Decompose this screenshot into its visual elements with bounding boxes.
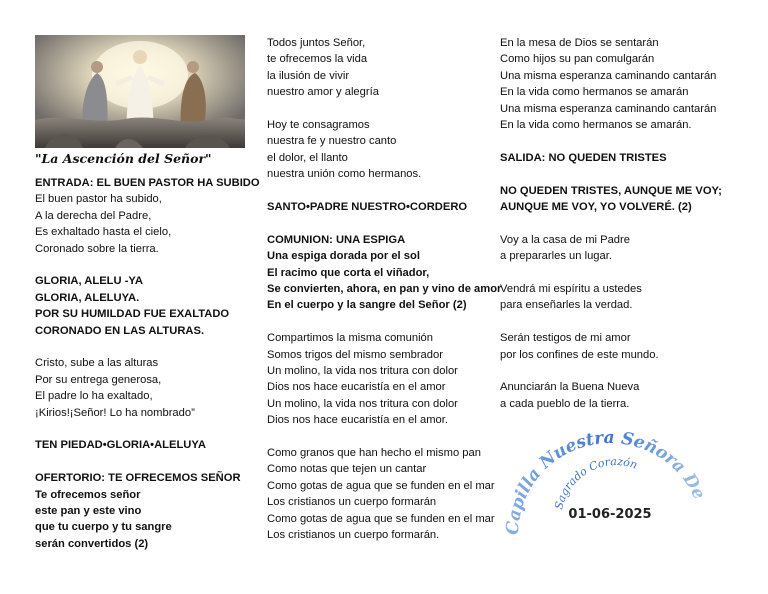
text-line: El padre lo ha exaltado, bbox=[35, 390, 153, 403]
blank-line bbox=[500, 215, 740, 231]
text-line: A la derecha del Padre, bbox=[35, 209, 152, 222]
blank-line bbox=[267, 215, 499, 231]
blank-line bbox=[500, 363, 740, 379]
blank-line bbox=[267, 101, 499, 117]
stamp-date: 01-06-2025 bbox=[568, 507, 652, 522]
stamp-subtitle bbox=[552, 455, 639, 511]
text-line: En la mesa de Dios se sentarán bbox=[500, 37, 659, 49]
blank-line bbox=[267, 314, 499, 330]
text-line: En la vida como hermanos se amarán. bbox=[500, 119, 692, 132]
text-line: Somos trigos del mismo sembrador bbox=[267, 348, 443, 361]
bold-text-line: SANTO•PADRE NUESTRO•CORDERO bbox=[267, 201, 468, 214]
bold-text-line: SALIDA: NO QUEDEN TRISTES bbox=[500, 151, 667, 164]
text-line: Dios nos hace eucaristía en el amor bbox=[267, 381, 446, 394]
bold-text-line: Te ofrecemos señor bbox=[35, 488, 141, 501]
column-left bbox=[35, 175, 260, 552]
text-line: Una misma esperanza caminando cantarán bbox=[500, 102, 717, 115]
blank-line bbox=[267, 183, 499, 199]
text-line: Por su entrega generosa, bbox=[35, 373, 162, 386]
bold-text-line: este pan y este vino bbox=[35, 505, 142, 518]
text-line: Los cristianos un cuerpo formarán bbox=[267, 496, 437, 509]
bold-text-line: OFERTORIO: TE OFRECEMOS SEÑOR bbox=[35, 472, 241, 485]
bold-text-line: En el cuerpo y la sangre del Señor (2) bbox=[267, 299, 467, 312]
text-line: Serán testigos de mi amor bbox=[500, 332, 631, 345]
text-line: Voy a la casa de mi Padre bbox=[500, 233, 630, 246]
text-line: Coronado sobre la tierra. bbox=[35, 242, 159, 255]
text-line: a prepararles un lugar. bbox=[500, 250, 612, 263]
bold-text-line: El racimo que corta el viñador, bbox=[267, 266, 430, 279]
text-line: la ilusión de vivir bbox=[267, 69, 350, 82]
text-line: nuestra unión como hermanos. bbox=[267, 168, 422, 181]
text-line: Un molino, la vida nos tritura con dolor bbox=[267, 365, 458, 378]
blank-line bbox=[500, 133, 740, 149]
bold-text-line: GLORIA, ALELU -YA bbox=[35, 275, 143, 288]
text-line: el dolor, el llanto bbox=[267, 151, 348, 164]
bold-text-line: que tu cuerpo y tu sangre bbox=[35, 521, 172, 534]
text-line: nuestro amor y alegría bbox=[267, 86, 379, 99]
bold-text-line: AUNQUE ME VOY, YO VOLVERÉ. (2) bbox=[500, 201, 692, 214]
text-line: te ofrecemos la vida bbox=[267, 53, 368, 66]
text-line: Dios nos hace eucaristía en el amor. bbox=[267, 414, 448, 427]
bold-text-line: CORONADO EN LAS ALTURAS. bbox=[35, 324, 205, 337]
ascension-painting bbox=[35, 35, 245, 148]
bold-text-line: TEN PIEDAD•GLORIA•ALELUYA bbox=[35, 439, 206, 452]
column-right bbox=[500, 35, 740, 412]
text-line: Un molino, la vida nos tritura con dolor bbox=[267, 397, 458, 410]
text-line: a cada pueblo de la tierra. bbox=[500, 397, 630, 410]
text-line: Todos juntos Señor, bbox=[267, 37, 366, 49]
blank-line bbox=[35, 454, 250, 470]
chapel-stamp bbox=[500, 415, 720, 565]
text-line: ¡Kirios!¡Señor! Lo ha nombrado” bbox=[35, 406, 195, 419]
text-line: Los cristianos un cuerpo formarán. bbox=[267, 529, 440, 542]
blank-line bbox=[35, 339, 250, 355]
bold-text-line: NO QUEDEN TRISTES, AUNQUE ME VOY; bbox=[500, 184, 722, 197]
bold-text-line: serán convertidos (2) bbox=[35, 537, 149, 550]
text-line: En la vida como hermanos se amarán bbox=[500, 86, 689, 99]
blank-line bbox=[500, 166, 740, 182]
bold-text-line: ENTRADA: EL BUEN PASTOR HA SUBIDO bbox=[35, 177, 260, 189]
text-line: Como notas que tejen un cantar bbox=[267, 463, 427, 476]
blank-line bbox=[35, 421, 250, 437]
bold-text-line: COMUNION: UNA ESPIGA bbox=[267, 233, 406, 246]
stamp-subtitle-textpath: Sagrado Corazón bbox=[552, 455, 640, 511]
text-line: Como granos que han hecho el mismo pan bbox=[267, 447, 481, 460]
text-line: Compartimos la misma comunión bbox=[267, 332, 433, 345]
cover-title: "La Ascención del Señor" bbox=[35, 151, 212, 166]
text-line: Es exhaltado hasta el cielo, bbox=[35, 226, 172, 239]
text-line: El buen pastor ha subido, bbox=[35, 193, 162, 206]
blank-line bbox=[35, 257, 250, 273]
text-line: por los confines de este mundo. bbox=[500, 348, 659, 361]
text-line: Vendrá mi espíritu a ustedes bbox=[500, 283, 642, 296]
text-line: Como gotas de agua que se funden en el mar bbox=[267, 512, 495, 525]
text-line: para enseñarles la verdad. bbox=[500, 299, 633, 312]
bold-text-line: Una espiga dorada por el sol bbox=[267, 250, 420, 263]
text-line: Como gotas de agua que se funden en el mar bbox=[267, 479, 495, 492]
text-line: Cristo, sube a las alturas bbox=[35, 357, 159, 370]
text-line: Una misma esperanza caminando cantarán bbox=[500, 69, 717, 82]
text-line: Anunciarán la Buena Nueva bbox=[500, 381, 640, 394]
stamp-arc-textpath: Capilla Nuestra Señora De bbox=[502, 427, 709, 536]
bold-text-line: Se convierten, ahora, en pan y vino de amor bbox=[267, 283, 502, 296]
column-middle bbox=[267, 35, 502, 544]
bold-text-line: GLORIA, ALELUYA. bbox=[35, 291, 140, 304]
text-line: Hoy te consagramos bbox=[267, 119, 370, 132]
blank-line bbox=[500, 265, 740, 281]
blank-line bbox=[500, 314, 740, 330]
text-line: nuestra fe y nuestro canto bbox=[267, 135, 397, 148]
blank-line bbox=[267, 429, 499, 445]
text-line: Como hijos su pan comulgarán bbox=[500, 53, 655, 66]
bold-text-line: POR SU HUMILDAD FUE EXALTADO bbox=[35, 308, 230, 321]
